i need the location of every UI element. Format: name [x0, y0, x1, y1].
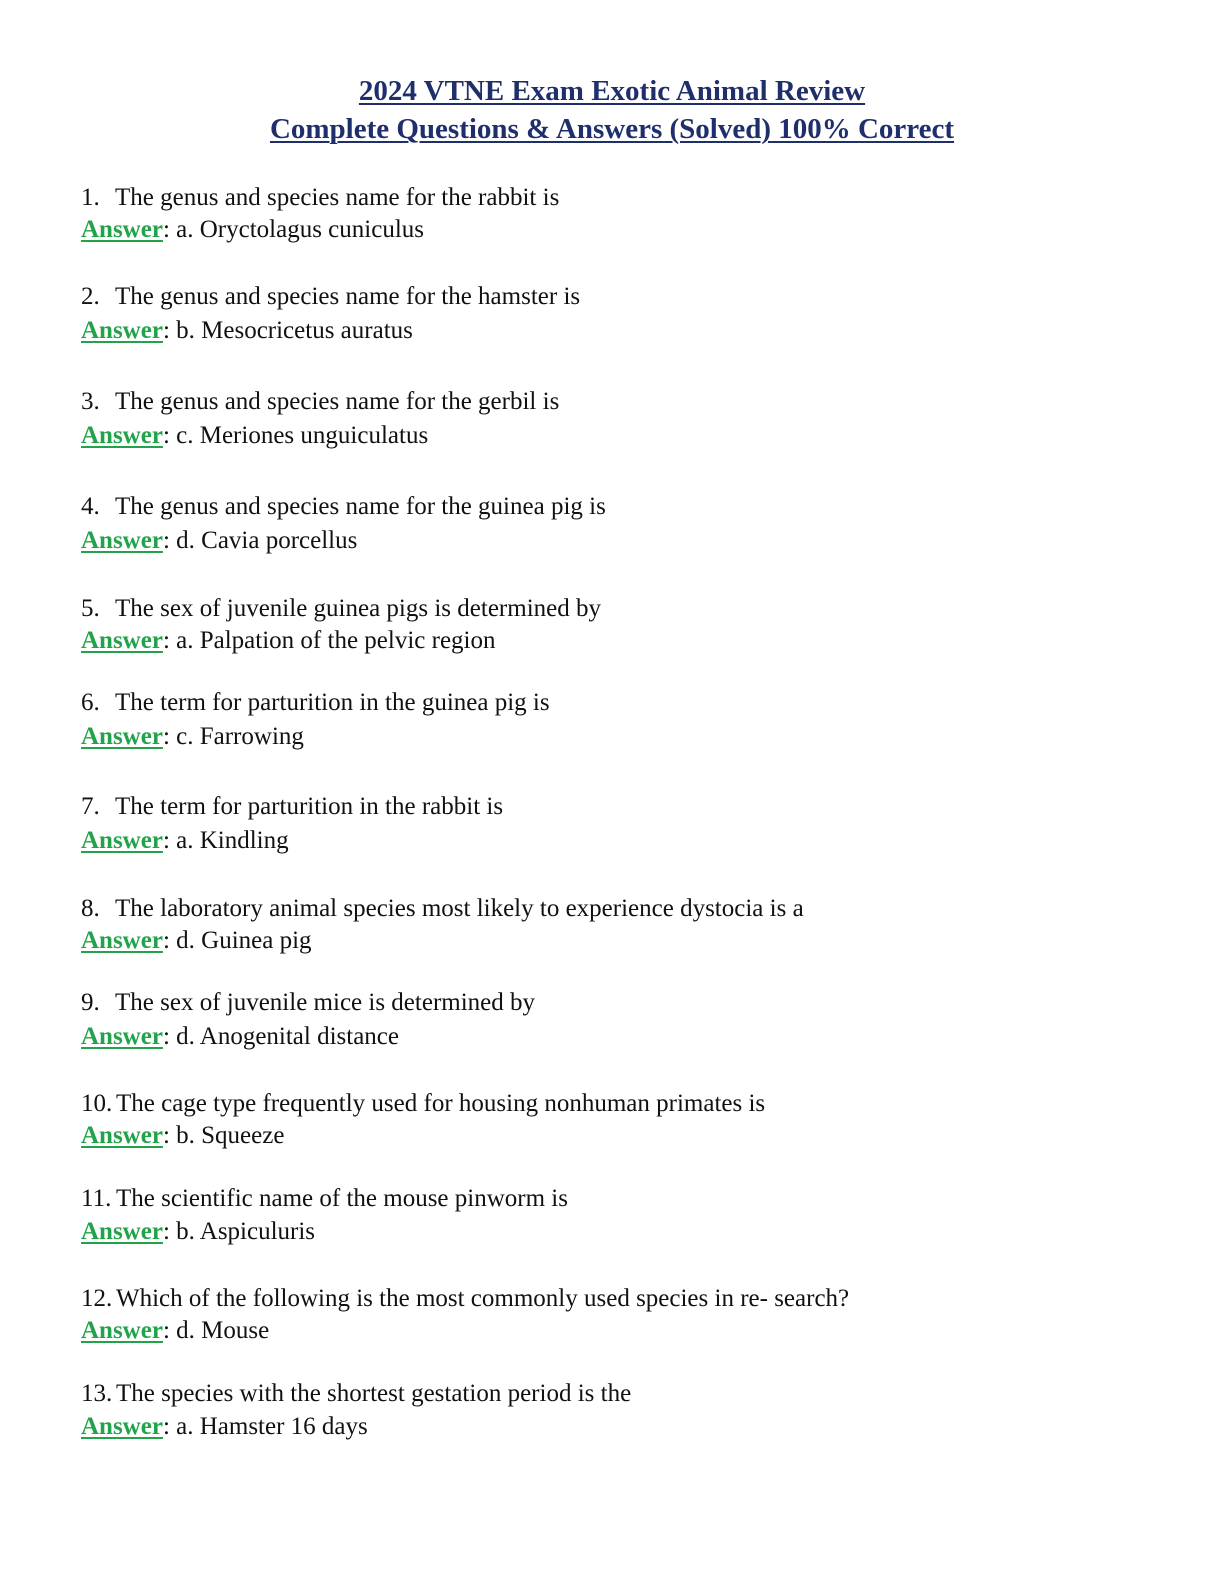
answer-text: b. Mesocricetus auratus	[176, 317, 413, 344]
answer: Answer: b. Mesocricetus auratus	[81, 317, 413, 344]
document-subtitle: Complete Questions & Answers (Solved) 100% Correct	[269, 113, 955, 145]
question	[81, 1184, 1181, 1214]
answer: Answer: d. Cavia porcellus	[81, 527, 358, 554]
qa-item-7	[81, 792, 1181, 856]
question-number: 10.	[81, 1090, 113, 1117]
answer: Answer: c. Farrowing	[81, 723, 304, 750]
document-title: 2024 VTNE Exam Exotic Animal Review	[358, 75, 866, 107]
answer: Answer: a. Hamster 16 days	[81, 1413, 368, 1440]
question-number: 1.	[81, 184, 100, 211]
answer-label: Answer	[81, 1023, 163, 1050]
question-number: 7.	[81, 793, 100, 820]
question-text: The genus and species name for the gerbil is	[115, 388, 560, 415]
question	[81, 988, 1181, 1018]
answer-text: c. Farrowing	[176, 723, 304, 750]
qa-item-3	[81, 387, 1181, 451]
answer: Answer: d. Guinea pig	[81, 927, 312, 954]
question-text: The cage type frequently used for housing nonhuman primates is	[116, 1090, 766, 1117]
question	[81, 282, 1181, 312]
question	[81, 387, 1181, 417]
answer-text: b. Squeeze	[176, 1122, 285, 1149]
question	[81, 894, 1181, 924]
question-text: The scientific name of the mouse pinworm is	[116, 1185, 568, 1212]
answer-text: d. Mouse	[176, 1317, 270, 1344]
qa-item-9	[81, 988, 1181, 1052]
answer-label: Answer	[81, 1218, 163, 1245]
answer: Answer: d. Anogenital distance	[81, 1023, 400, 1050]
question-text: The term for parturition in the guinea pig is	[115, 689, 550, 716]
question-text: The sex of juvenile mice is determined by	[115, 989, 536, 1016]
question	[81, 594, 1181, 624]
qa-item-11	[81, 1184, 1181, 1247]
answer-text: d. Cavia porcellus	[176, 527, 358, 554]
answer-label: Answer	[81, 723, 163, 750]
answer-label: Answer	[81, 422, 163, 449]
answer-label: Answer	[81, 527, 163, 554]
question-number: 12.	[81, 1285, 113, 1312]
qa-item-5	[81, 594, 1181, 656]
question-text: The sex of juvenile guinea pigs is determined by	[115, 595, 601, 622]
question-number: 3.	[81, 388, 100, 415]
question-number: 9.	[81, 989, 100, 1016]
answer: Answer: a. Kindling	[81, 827, 289, 854]
answer: Answer: c. Meriones unguiculatus	[81, 422, 429, 449]
question	[81, 688, 1181, 718]
question-number: 6.	[81, 689, 100, 716]
question	[81, 1379, 1181, 1409]
answer: Answer: b. Aspiculuris	[81, 1218, 316, 1245]
question-number: 4.	[81, 493, 100, 520]
question-number: 8.	[81, 895, 100, 922]
question	[81, 183, 1181, 213]
answer: Answer: d. Mouse	[81, 1317, 270, 1344]
answer-label: Answer	[81, 927, 163, 954]
question	[81, 1089, 1181, 1119]
answer-label: Answer	[81, 317, 163, 344]
answer-label: Answer	[81, 1317, 163, 1344]
answer-text: a. Oryctolagus cuniculus	[176, 216, 424, 243]
qa-item-1	[81, 183, 1181, 245]
question-text: The term for parturition in the rabbit is	[115, 793, 504, 820]
answer-label: Answer	[81, 627, 163, 654]
answer-label: Answer	[81, 1413, 163, 1440]
question-text: The genus and species name for the guinea pig is	[115, 493, 606, 520]
answer: Answer: a. Palpation of the pelvic region	[81, 627, 496, 654]
answer-text: a. Hamster 16 days	[176, 1413, 368, 1440]
answer-text: b. Aspiculuris	[176, 1218, 316, 1245]
answer: Answer: b. Squeeze	[81, 1122, 285, 1149]
question-text: The laboratory animal species most likely to experience dystocia is a	[115, 895, 804, 922]
question	[81, 1284, 1181, 1314]
answer-label: Answer	[81, 1122, 163, 1149]
question	[81, 492, 1181, 522]
qa-item-8	[81, 894, 1181, 956]
answer-text: d. Guinea pig	[176, 927, 312, 954]
answer-text: d. Anogenital distance	[176, 1023, 400, 1050]
answer: Answer: a. Oryctolagus cuniculus	[81, 216, 424, 243]
answer-text: c. Meriones unguiculatus	[176, 422, 429, 449]
qa-item-10	[81, 1089, 1181, 1151]
question-number: 13.	[81, 1380, 113, 1407]
answer-label: Answer	[81, 827, 163, 854]
qa-item-13	[81, 1379, 1181, 1442]
question-text: The species with the shortest gestation period is the	[116, 1380, 632, 1407]
question-text: Which of the following is the most commonly used species in re- search?	[116, 1285, 850, 1312]
question-text: The genus and species name for the rabbit is	[115, 184, 560, 211]
question-number: 2.	[81, 283, 100, 310]
qa-item-6	[81, 688, 1181, 752]
qa-item-2	[81, 282, 1181, 346]
qa-item-12	[81, 1284, 1181, 1346]
answer-label: Answer	[81, 216, 163, 243]
question-number: 5.	[81, 595, 100, 622]
answer-text: a. Kindling	[176, 827, 289, 854]
question-number: 11.	[81, 1185, 112, 1212]
question	[81, 792, 1181, 822]
qa-item-4	[81, 492, 1181, 556]
answer-text: a. Palpation of the pelvic region	[176, 627, 496, 654]
question-text: The genus and species name for the hamster is	[115, 283, 581, 310]
